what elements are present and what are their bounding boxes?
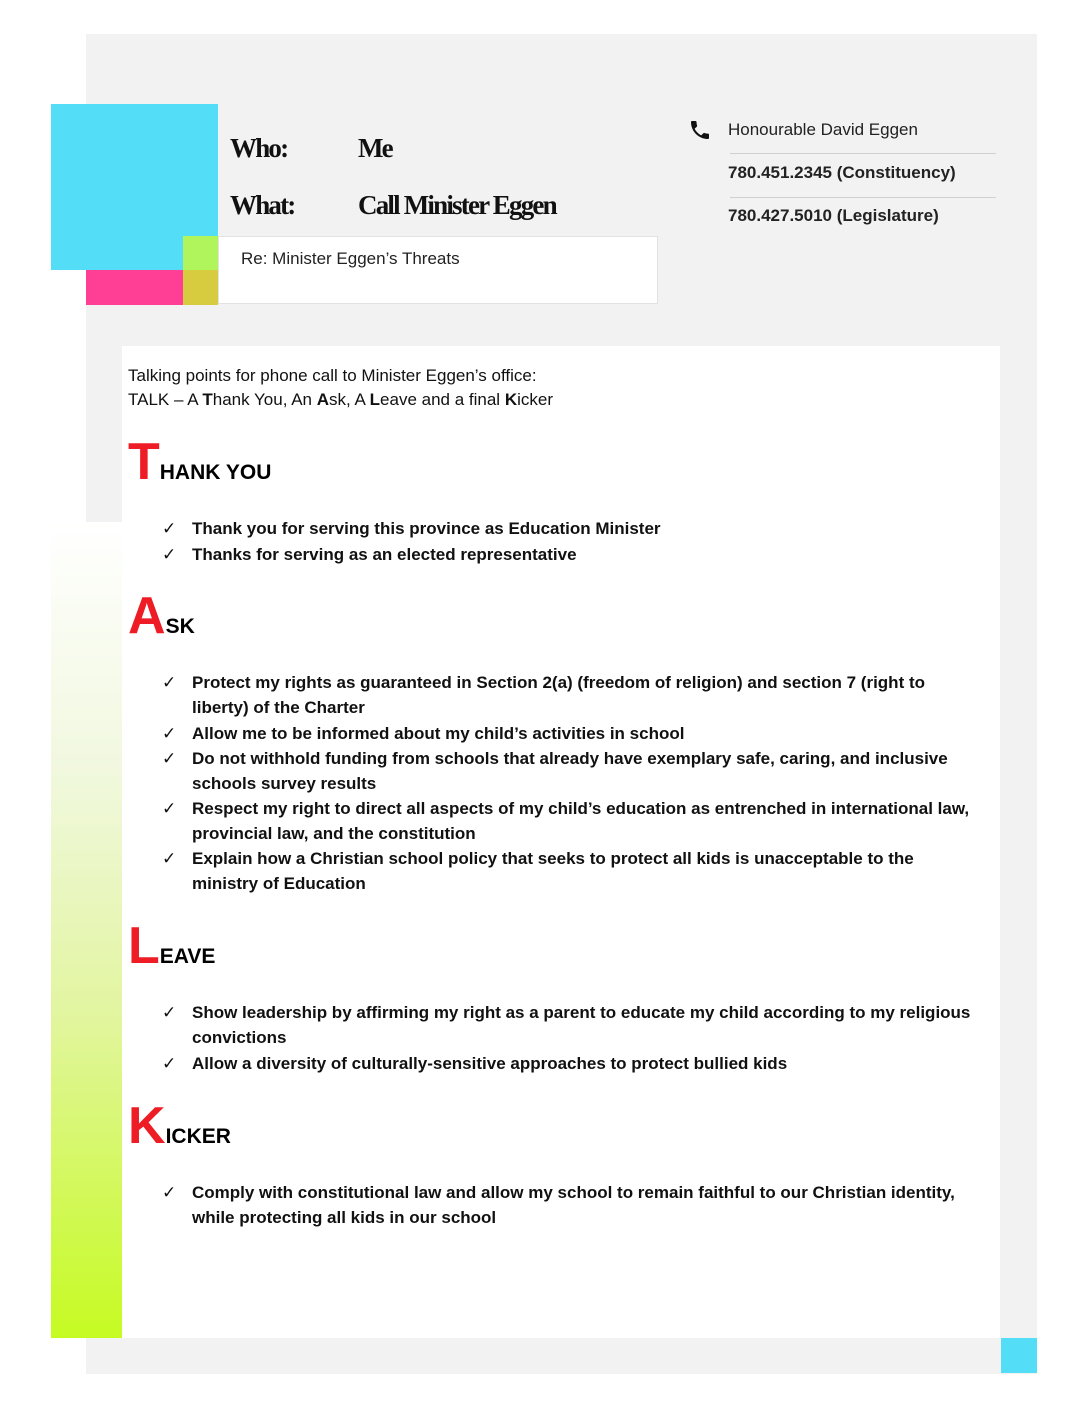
minister-name: Honourable David Eggen xyxy=(728,120,918,139)
section-initial: L xyxy=(128,917,160,975)
section-ask-heading xyxy=(128,586,195,646)
check-icon: ✓ xyxy=(162,1003,177,1022)
phone-constituency: 780.451.2345 (Constituency) xyxy=(728,163,956,182)
section-leave-heading xyxy=(128,916,215,976)
who-value: Me xyxy=(358,133,392,163)
intro-line-2: TALK – A Thank You, An Ask, A Leave and a final Kicker xyxy=(128,390,553,409)
phone-legislature: 780.427.5010 (Legislature) xyxy=(728,206,939,225)
section-initial: K xyxy=(128,1097,166,1155)
check-icon: ✓ xyxy=(162,1054,177,1073)
who-label: Who: xyxy=(230,133,288,163)
section-initial: A xyxy=(128,587,166,645)
phone-icon xyxy=(688,118,712,142)
section-title: EAVE xyxy=(159,945,216,968)
what-label: What: xyxy=(230,190,295,220)
pink-accent-block xyxy=(86,270,183,305)
lime-accent-block xyxy=(183,236,218,270)
check-icon: ✓ xyxy=(162,519,177,538)
check-icon: ✓ xyxy=(162,724,177,743)
divider xyxy=(730,197,996,198)
check-icon: ✓ xyxy=(162,749,177,768)
cyan-corner-block xyxy=(1001,1338,1037,1373)
intro-line-1: Talking points for phone call to Minister Eggen’s office: xyxy=(128,366,537,385)
re-text: Re: Minister Eggen’s Threats xyxy=(241,249,460,268)
intro-text xyxy=(128,364,553,412)
what-value: Call Minister Eggen xyxy=(358,190,556,220)
check-icon: ✓ xyxy=(162,545,177,564)
divider xyxy=(730,153,996,154)
check-icon: ✓ xyxy=(162,673,177,692)
check-icon: ✓ xyxy=(162,1183,177,1202)
re-box xyxy=(218,236,658,304)
check-icon: ✓ xyxy=(162,849,177,868)
olive-accent-block xyxy=(183,270,218,305)
section-title: SK xyxy=(165,615,195,638)
section-initial: T xyxy=(128,433,160,491)
talking-points-panel: Talking points for phone call to Minister Eggen’s office: TALK – A Thank You, An Ask, A Leave and a final Kicker THANK YOU ✓ Thank you for serving this province as Education Minister ✓ Thanks for serving as an elected representative ASK ✓ Protect my rights as guaranteed in Section 2(a) (freedom of religion) and section 7 (right to liberty) of the Charter ✓ Allow me to be informed about my child’s activities in school ✓ Do not withhold funding from schools that already have exemplary safe, caring, and inclusive schools survey results ✓ Respect my right to direct all aspects of my child’s education as entrenched in international law, provincial law, and the constitution ✓ Explain how a Christian school policy that seeks to protect all kids is unacceptable to the ministry of Education LEAVE ✓ Show leadership by affirming my right as a parent to educate my child according to my religious convictions ✓ Allow a diversity of culturally-sensitive approaches to protect bullied kids KICKER ✓ Comply with constitutional law and allow my school to remain faithful to our Christian identity, while protecting all kids in our school xyxy=(122,346,1000,1338)
check-icon: ✓ xyxy=(162,799,177,818)
section-kicker-heading xyxy=(128,1096,231,1156)
gradient-strip xyxy=(51,522,123,1338)
section-title: ICKER xyxy=(165,1125,231,1148)
section-title: HANK YOU xyxy=(159,461,272,484)
section-thank-you-heading xyxy=(128,432,271,492)
